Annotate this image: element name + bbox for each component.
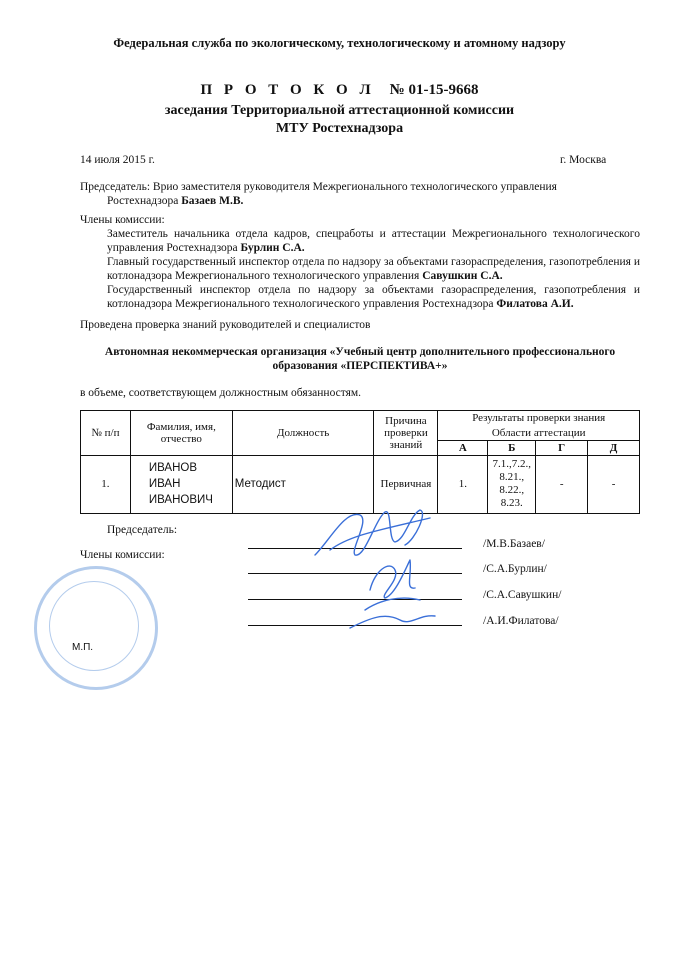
members-list	[107, 227, 640, 311]
member-position: Заместитель начальника отдела кадров, спецработы и аттестации Межрегионального технологического управления Ростехнадзора	[107, 228, 640, 254]
signature-chairman	[315, 510, 430, 555]
cell-num: 1.	[81, 455, 131, 513]
name-line: ИВАНОВ	[148, 462, 198, 474]
signature-member-2	[365, 598, 420, 610]
header-area-g: Г	[536, 440, 588, 455]
signature-member-1	[370, 560, 415, 598]
protocol-city: г. Москва	[560, 154, 607, 166]
official-stamp	[34, 566, 158, 690]
check-scope: в объеме, соответствующем должностным обязанностям.	[80, 387, 362, 399]
organization-line-1: Автономная некоммерческая организация «Учебный центр дополнительного профессионального	[104, 346, 616, 358]
name-line: ИВАН	[148, 478, 181, 490]
header-area-d: Д	[588, 440, 640, 455]
organization-line-2: образования «ПЕРСПЕКТИВА+»	[272, 360, 448, 372]
stamp-mp-label: М.П.	[72, 642, 94, 653]
protocol-word: П Р О Т О К О Л	[200, 82, 375, 98]
handwritten-signatures	[310, 500, 470, 640]
cell-area-g: -	[536, 455, 588, 513]
signer-name: /А.И.Филатова/	[483, 615, 559, 627]
header-position: Должность	[232, 411, 374, 456]
protocol-subtitle: заседания Территориальной аттестационной комиссии	[164, 103, 515, 118]
member-position: Государственный инспектор отдела по надзору за объектами газораспределения, газопотребления и котлонадзора Межрегионального технологического управления Ростехнадзора	[107, 284, 640, 310]
name-line: ИВАНОВИЧ	[148, 494, 213, 506]
cell-area-b	[488, 455, 536, 513]
header-area-a: А	[438, 440, 488, 455]
cell-area-d: -	[588, 455, 640, 513]
protocol-date: 14 июля 2015 г.	[80, 154, 155, 166]
signature-member-3	[350, 616, 435, 628]
member-position: Главный государственный инспектор отдела по надзору за объектами газораспределения, газопотребления и котлонадзора Межрегионального технологического управления	[107, 256, 640, 282]
header-num: № п/п	[81, 411, 131, 456]
chairman-position-2: Ростехнадзора	[107, 195, 182, 207]
chairman-position: Врио заместителя руководителя Межрегионального технологического управления	[152, 181, 557, 193]
signature-chairman-label: Председатель:	[107, 524, 178, 536]
results-table	[80, 410, 640, 514]
area-b-line: 8.23.	[500, 497, 523, 509]
protocol-title	[0, 82, 679, 99]
header-results: Результаты проверки знания	[438, 411, 640, 426]
member-name: Бурлин С.А.	[240, 242, 305, 254]
cell-reason: Первичная	[374, 455, 438, 513]
agency-header: Федеральная служба по экологическому, технологическому и атомному надзору	[113, 36, 566, 50]
member-item	[107, 283, 640, 311]
check-intro: Проведена проверка знаний руководителей и специалистов	[80, 319, 371, 331]
cell-position: Методист	[232, 455, 374, 513]
chairman-name: Базаев М.В.	[181, 195, 244, 207]
header-name: Фамилия, имя, отчество	[130, 411, 232, 456]
area-b-line: 8.22.,	[499, 484, 525, 496]
signer-name: /С.А.Бурлин/	[483, 563, 547, 575]
protocol-subtitle-2: МТУ Ростехнадзора	[275, 121, 404, 136]
signer-name: /М.В.Базаев/	[483, 538, 545, 550]
area-b-line: 7.1.,7.2.,	[492, 458, 532, 470]
member-item	[107, 227, 640, 255]
signature-members-label: Члены комиссии:	[80, 549, 165, 561]
organization-name	[80, 345, 640, 373]
chairman-block	[80, 180, 640, 208]
members-label: Члены комиссии:	[80, 214, 165, 226]
cell-area-a: 1.	[438, 455, 488, 513]
signer-name: /С.А.Савушкин/	[483, 589, 562, 601]
cell-name	[130, 455, 232, 513]
member-item	[107, 255, 640, 283]
chairman-prefix: Председатель:	[80, 181, 153, 193]
header-area-b: Б	[488, 440, 536, 455]
member-name: Савушкин С.А.	[422, 270, 503, 282]
member-name: Филатова А.И.	[496, 298, 574, 310]
area-b-line: 8.21.,	[499, 471, 525, 483]
protocol-number: № 01-15-9668	[389, 82, 479, 98]
stamp-inner-ring	[49, 581, 139, 671]
header-areas: Области аттестации	[438, 426, 640, 441]
header-reason: Причина проверки знаний	[374, 411, 438, 456]
